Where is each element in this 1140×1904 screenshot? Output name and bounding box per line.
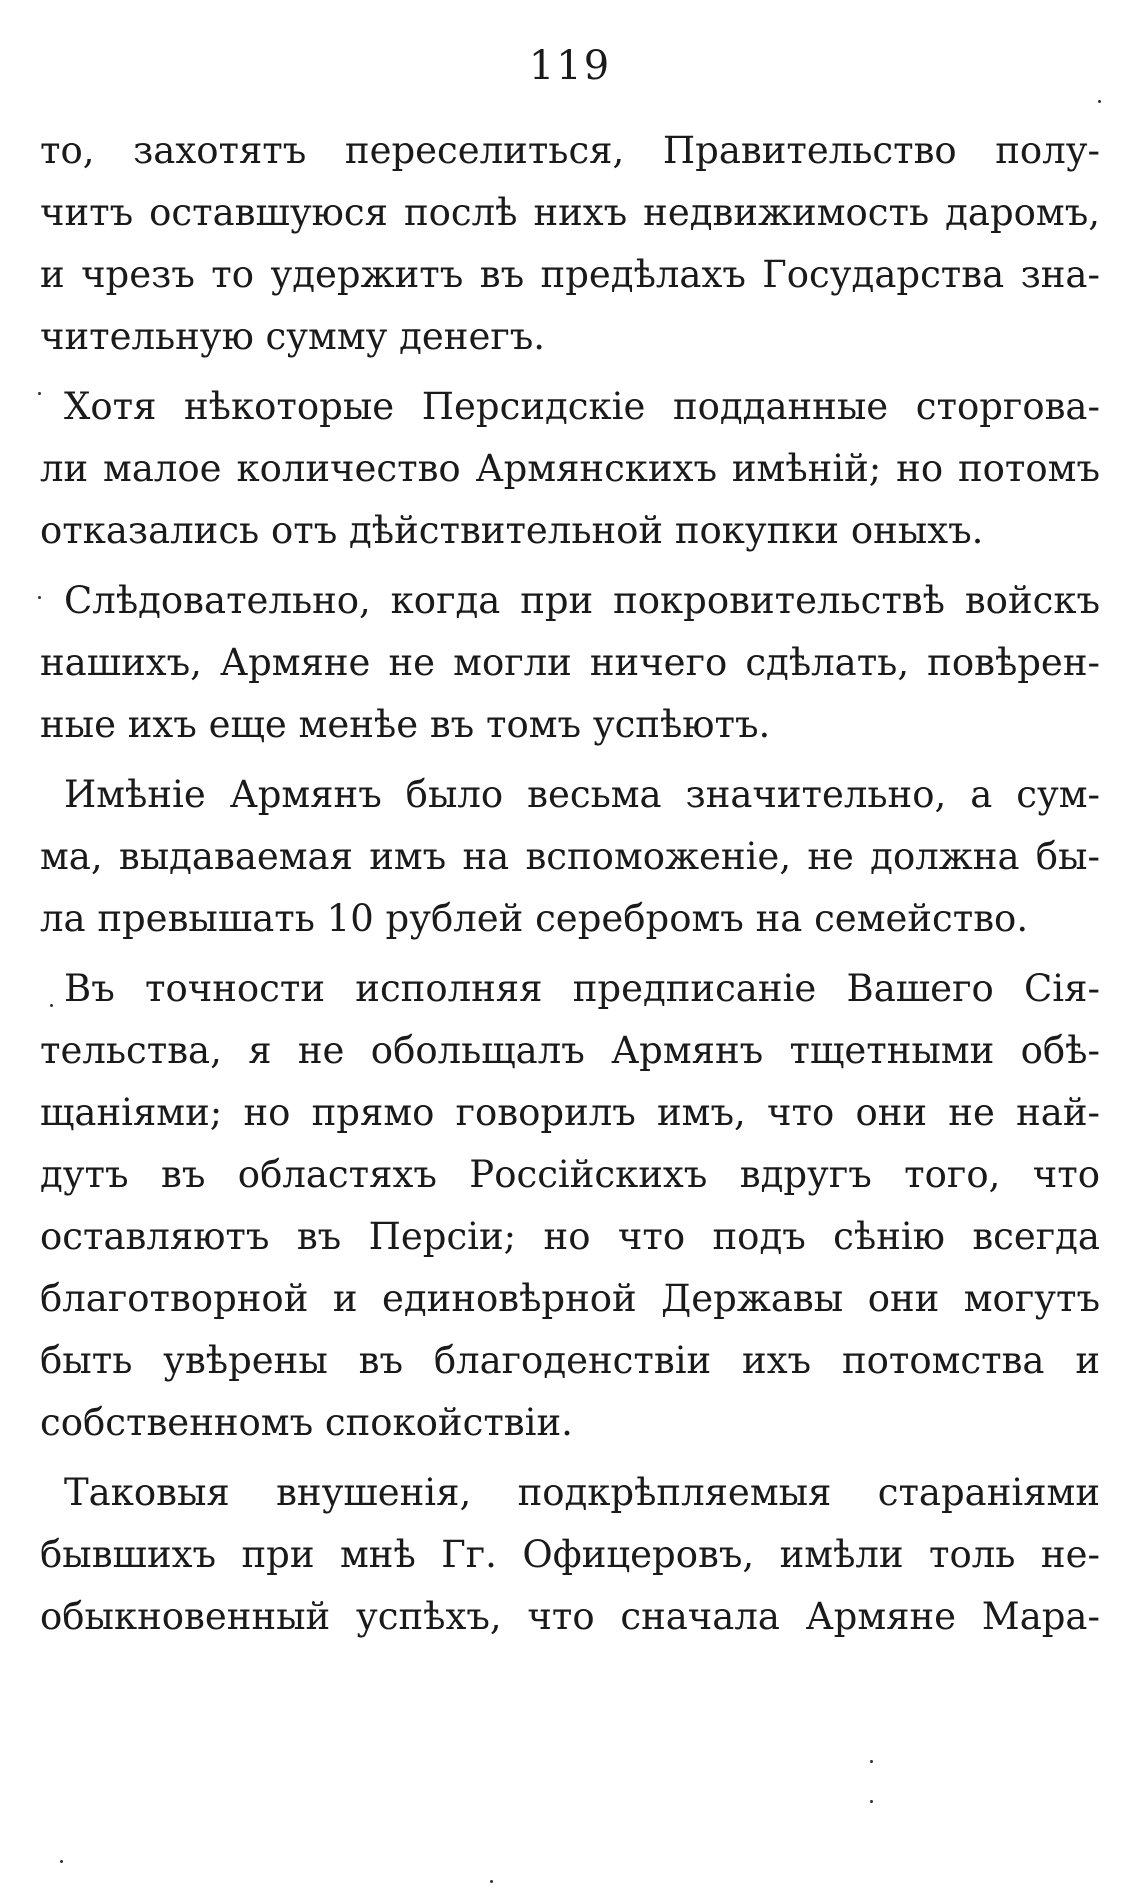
text-line: чительную сумму денегъ. — [40, 315, 546, 358]
text-line: щаніями; но прямо говорилъ имъ, что они не най- — [40, 1091, 1100, 1134]
text-line: собственномъ спокойствіи. — [40, 1401, 573, 1444]
text-line: обыкновенный успѣхъ, что сначала Армяне Мара- — [40, 1595, 1100, 1638]
paragraph-5 — [40, 958, 1100, 1454]
text-line: быть увѣрены въ благоденствіи ихъ потомства и — [40, 1339, 1100, 1382]
print-speck — [490, 1880, 493, 1883]
print-speck — [60, 1860, 63, 1863]
text-line: ма, выдаваемая имъ на вспоможеніе, не должна бы- — [40, 835, 1100, 878]
paragraph-1 — [40, 120, 1100, 368]
text-line: читъ оставшуюся послѣ нихъ недвижимость даромъ, — [40, 191, 1100, 234]
text-line: оставляютъ въ Персіи; но что подъ сѣнію всегда — [40, 1215, 1100, 1258]
paragraph-6 — [40, 1462, 1100, 1648]
print-speck — [38, 596, 41, 599]
print-speck — [870, 1800, 873, 1803]
text-line: то, захотятъ переселиться, Правительство полу- — [40, 129, 1100, 172]
text-line: и чрезъ то удержитъ въ предѣлахъ Государства зна- — [40, 253, 1100, 296]
paragraph-2 — [40, 376, 1100, 562]
text-line: благотворной и единовѣрной Державы они могутъ — [40, 1277, 1100, 1320]
text-line: Имѣніе Армянъ было весьма значительно, а сум- — [64, 773, 1100, 816]
text-line: отказались отъ дѣйствительной покупки оныхъ. — [40, 509, 984, 552]
paragraph-4 — [40, 764, 1100, 950]
print-speck — [38, 392, 41, 395]
text-line: Въ точности исполняя предписаніе Вашего Сія- — [64, 967, 1100, 1010]
text-line: тельства, я не обольщалъ Армянъ тщетными обѣ- — [40, 1029, 1100, 1072]
text-line: ные ихъ еще менѣе въ томъ успѣютъ. — [40, 703, 771, 746]
page-number: 119 — [528, 43, 612, 89]
text-line: Хотя нѣкоторые Персидскіе подданные сторгова- — [64, 385, 1100, 428]
text-line: ла превышать 10 рублей серебромъ на семейство. — [40, 897, 1029, 940]
print-speck — [50, 1004, 53, 1007]
print-speck — [1098, 100, 1101, 103]
text-line: ли малое количество Армянскихъ имѣній; но потомъ — [40, 447, 1100, 490]
body-text — [40, 120, 1100, 1648]
paragraph-3 — [40, 570, 1100, 756]
text-line: дутъ въ областяхъ Россійскихъ вдругъ того, что — [40, 1153, 1100, 1196]
text-line: бывшихъ при мнѣ Гг. Офицеровъ, имѣли толь не- — [40, 1533, 1100, 1576]
text-line: Таковыя внушенія, подкрѣпляемыя стараніями — [64, 1471, 1100, 1514]
text-line: Слѣдовательно, когда при покровительствѣ войскъ — [64, 579, 1100, 622]
print-speck — [870, 1760, 873, 1763]
text-line: нашихъ, Армяне не могли ничего сдѣлать, повѣрен- — [40, 641, 1100, 684]
